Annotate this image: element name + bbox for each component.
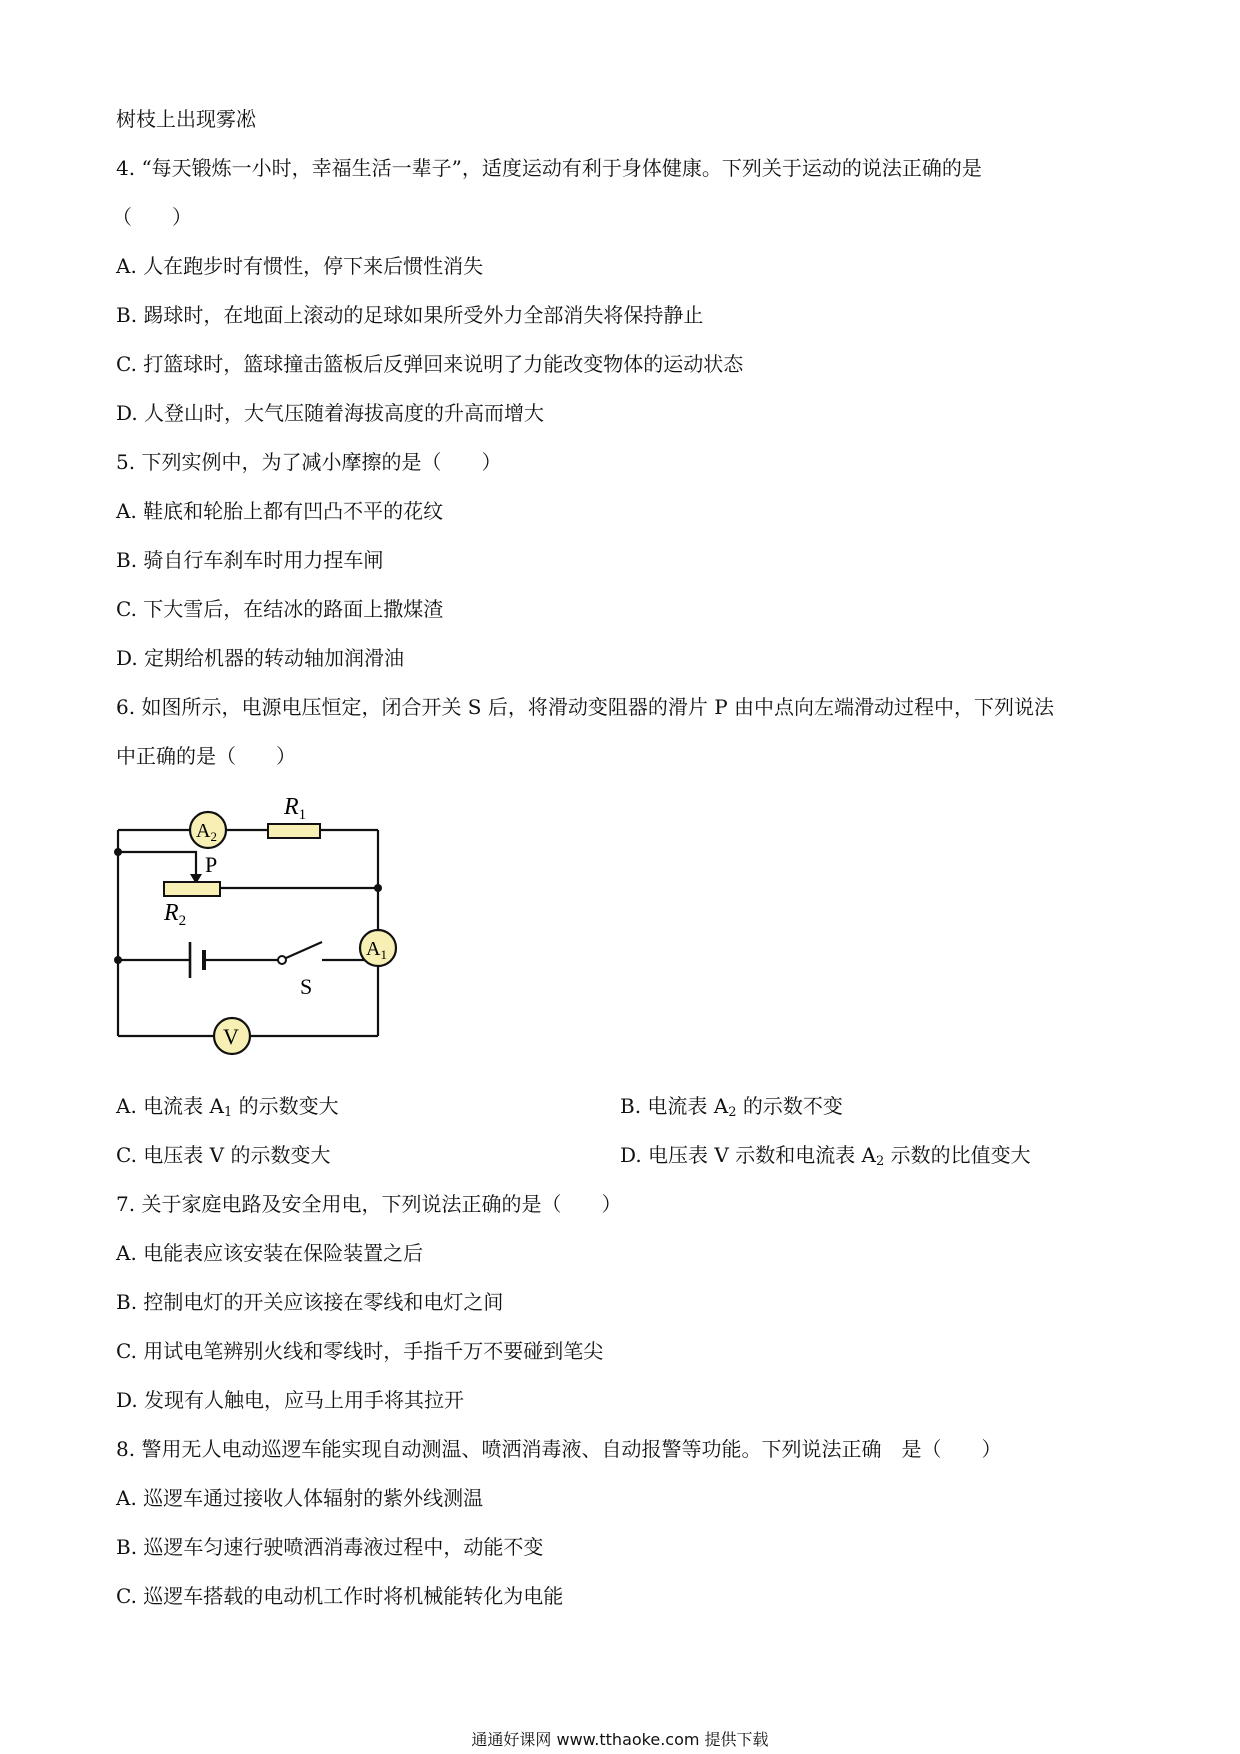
q4-stem: 4. “每天锻炼一小时，幸福生活一辈子”，适度运动有利于身体健康。下列关于运动的说法正确的是 [116, 156, 982, 180]
q4-option-b: B. 踢球时，在地面上滚动的足球如果所受外力全部消失将保持静止 [116, 303, 704, 327]
q6-option-a: A. 电流表 $A_1$ 的示数变大 [116, 1094, 339, 1120]
label-s: S [300, 974, 313, 999]
q8-option-b: B. 巡逻车匀速行驶喷洒消毒液过程中，动能不变 [116, 1535, 544, 1559]
q7-stem: 7. 关于家庭电路及安全用电，下列说法正确的是（ ） [116, 1192, 622, 1216]
circuit-nodes [114, 848, 382, 964]
q5-option-b: B. 骑自行车刹车时用力捏车闸 [116, 548, 384, 572]
label-r1: $R_1$ [284, 794, 307, 823]
circuit-diagram [112, 782, 412, 1062]
q5-option-c: C. 下大雪后，在结冰的路面上撒煤渣 [116, 597, 444, 621]
q5-option-d: D. 定期给机器的转动轴加润滑油 [116, 646, 405, 670]
label-v: V [223, 1024, 239, 1049]
q6-option-b: B. 电流表 $A_2$ 的示数不变 [620, 1094, 843, 1120]
q8-option-c: C. 巡逻车搭载的电动机工作时将机械能转化为电能 [116, 1584, 564, 1608]
q7-option-a: A. 电能表应该安装在保险装置之后 [116, 1241, 424, 1265]
q4-option-c: C. 打篮球时，篮球撞击篮板后反弹回来说明了力能改变物体的运动状态 [116, 352, 744, 376]
q6-option-d: D. 电压表 V 示数和电流表 $A_2$ 示数的比值变大 [620, 1143, 1031, 1169]
q7-option-d: D. 发现有人触电，应马上用手将其拉开 [116, 1388, 465, 1412]
q4-option-d: D. 人登山时，大气压随着海拔高度的升高而增大 [116, 401, 545, 425]
page-footer: 通通好课网 www.tthaoke.com 提供下载 [471, 1730, 769, 1749]
label-r2: $R_2$ [164, 900, 187, 929]
q7-option-c: C. 用试电笔辨别火线和零线时，手指千万不要碰到笔尖 [116, 1339, 604, 1363]
switch-pivot [278, 956, 286, 964]
prev-question-tail: 树枝上出现雾凇 [116, 107, 256, 131]
q7-option-b: B. 控制电灯的开关应该接在零线和电灯之间 [116, 1290, 504, 1314]
q4-answer-paren: （ ） [112, 205, 192, 229]
q4-option-a: A. 人在跑步时有惯性，停下来后惯性消失 [116, 254, 484, 278]
q5-option-a: A. 鞋底和轮胎上都有凹凸不平的花纹 [116, 499, 444, 523]
label-p: P [205, 852, 218, 877]
q6-stem-line1: 6. 如图所示，电源电压恒定，闭合开关 S 后，将滑动变阻器的滑片 P 由中点向左端滑动过程中，下列说法 [116, 695, 1055, 719]
q6-option-c: C. 电压表 V 的示数变大 [116, 1143, 331, 1167]
q8-stem: 8. 警用无人电动巡逻车能实现自动测温、喷洒消毒液、自动报警等功能。下列说法正确 是（ ） [116, 1437, 1002, 1461]
q5-stem: 5. 下列实例中，为了减小摩擦的是（ ） [116, 450, 502, 474]
label-a1: $A_1$ [366, 938, 387, 962]
resistor-r2 [164, 882, 220, 896]
circuit-wires [118, 830, 378, 1036]
label-a2: $A_2$ [196, 820, 217, 844]
q6-stem-line2: 中正确的是（ ） [116, 744, 296, 768]
q8-option-a: A. 巡逻车通过接收人体辐射的紫外线测温 [116, 1486, 484, 1510]
resistor-r1 [268, 824, 320, 838]
